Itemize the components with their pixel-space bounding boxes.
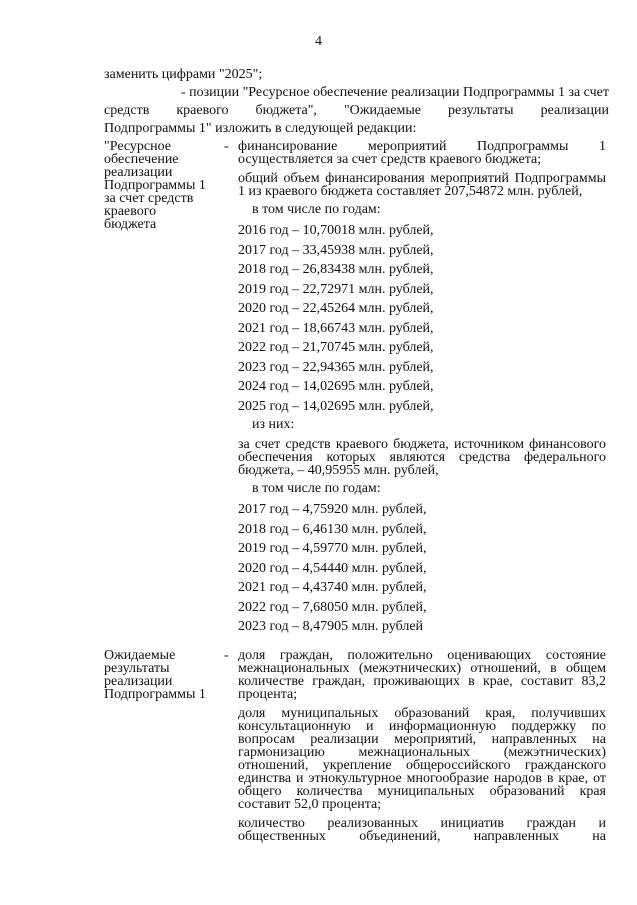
section2-label — [104, 649, 224, 701]
year-item: 2025 год – 14,02695 млн. рублей, — [238, 398, 434, 414]
municipalities-share-paragraph: доля муниципальных образований края, получивших консультационную и информационную поддержку по вопросам реализации мероприятий, направленных на гармонизацию межнациональных (межэтнических) отношений, укрепление общероссийского гражданского единства и этнокультурное многообразие народов в крае, от общего количества муниципальных образований края составит 52,0 процента; — [238, 706, 606, 812]
label-line: краевого — [104, 204, 157, 219]
intro-word: "Ожидаемые — [343, 103, 421, 118]
word: на — [592, 829, 606, 844]
intro-line-3 — [104, 102, 609, 120]
label-line: Ожидаемые — [104, 648, 176, 663]
intro-word: краевого — [176, 103, 229, 118]
by-years-label: в том числе по годам: — [252, 202, 381, 217]
word: граждан — [526, 816, 576, 831]
label-line: обеспечение — [104, 152, 179, 167]
year-item: 2022 год – 7,68050 млн. рублей, — [238, 599, 427, 615]
label-line: реализации — [104, 165, 173, 180]
total-funding-paragraph: общий объем финансирования мероприятий Подпрограммы 1 из краевого бюджета составляет 207,54872 млн. рублей, — [238, 171, 606, 199]
year-item: 2017 год – 33,45938 млн. рублей, — [238, 242, 434, 258]
funding-paragraph: финансирование мероприятий Подпрограммы 1 осуществляется за счет средств краевого бюджета; — [238, 139, 606, 167]
initiatives-paragraph — [238, 817, 606, 843]
label-line: результаты — [104, 661, 170, 676]
federal-funds-paragraph: за счет средств краевого бюджета, источником финансового обеспечения которых являются средства федерального бюджета, – 40,95955 млн. рублей, — [238, 437, 606, 478]
word: количество — [238, 816, 305, 831]
intro-line-2: - позиции "Ресурсное обеспечение реализации Подпрограммы 1 за счет — [180, 85, 609, 100]
years-list-2 — [238, 500, 606, 637]
intro-word: средств — [104, 103, 150, 118]
intro-line-4: Подпрограммы 1" изложить в следующей редакции: — [104, 121, 417, 136]
year-item: 2019 год – 4,59770 млн. рублей, — [238, 541, 427, 556]
label-line: реализации — [104, 674, 173, 689]
of-them-label: из них: — [252, 417, 295, 432]
word: и — [598, 816, 606, 831]
year-item: 2022 год – 21,70745 млн. рублей, — [238, 340, 434, 355]
by-years-label-2: в том числе по годам: — [252, 481, 381, 496]
year-item: 2024 год – 14,02695 млн. рублей, — [238, 379, 434, 394]
citizens-share-paragraph: доля граждан, положительно оценивающих состояние межнациональных (межэтнических) отношений, в общем количестве граждан, проживающих в крае, составит 83,2 процента; — [238, 648, 606, 702]
section1-dash: - — [224, 139, 229, 154]
label-line: за счет средств — [104, 191, 194, 206]
word: направленных — [473, 829, 560, 844]
intro-line-1: заменить цифрами "2025"; — [104, 67, 263, 82]
years-list — [238, 221, 606, 416]
initiatives-line-2 — [238, 830, 606, 843]
year-item: 2017 год – 4,75920 млн. рублей, — [238, 502, 427, 517]
section1-content — [238, 140, 606, 637]
year-item: 2018 год – 6,46130 млн. рублей, — [238, 521, 427, 537]
word: объединений, — [359, 829, 441, 844]
word: инициатив — [440, 816, 505, 831]
year-item: 2021 год – 4,43740 млн. рублей, — [238, 580, 427, 595]
section2-dash: - — [224, 648, 229, 663]
page-number: 4 — [315, 34, 322, 49]
year-item: 2021 год – 18,66743 млн. рублей, — [238, 320, 434, 336]
year-item: 2016 год – 10,70018 млн. рублей, — [238, 223, 434, 238]
label-line: Подпрограммы 1 — [104, 687, 206, 702]
year-item: 2020 год – 22,45264 млн. рублей, — [238, 301, 434, 316]
year-item: 2020 год – 4,54440 млн. рублей, — [238, 560, 427, 576]
word: реализованных — [327, 816, 419, 831]
section2-content — [238, 649, 606, 843]
intro-word: реализации — [540, 103, 609, 118]
intro-word: результаты — [448, 103, 514, 118]
year-item: 2018 год – 26,83438 млн. рублей, — [238, 262, 434, 277]
year-item: 2023 год – 8,47905 млн. рублей — [238, 619, 424, 634]
label-line: бюджета — [104, 217, 157, 232]
label-line: "Ресурсное — [104, 139, 171, 154]
year-item: 2019 год – 22,72971 млн. рублей, — [238, 281, 434, 297]
section1-label — [104, 140, 224, 231]
year-item: 2023 год – 22,94365 млн. рублей, — [238, 359, 434, 375]
intro-word: бюджета", — [255, 103, 317, 118]
label-line: Подпрограммы 1 — [104, 178, 206, 193]
word: общественных — [238, 829, 326, 844]
